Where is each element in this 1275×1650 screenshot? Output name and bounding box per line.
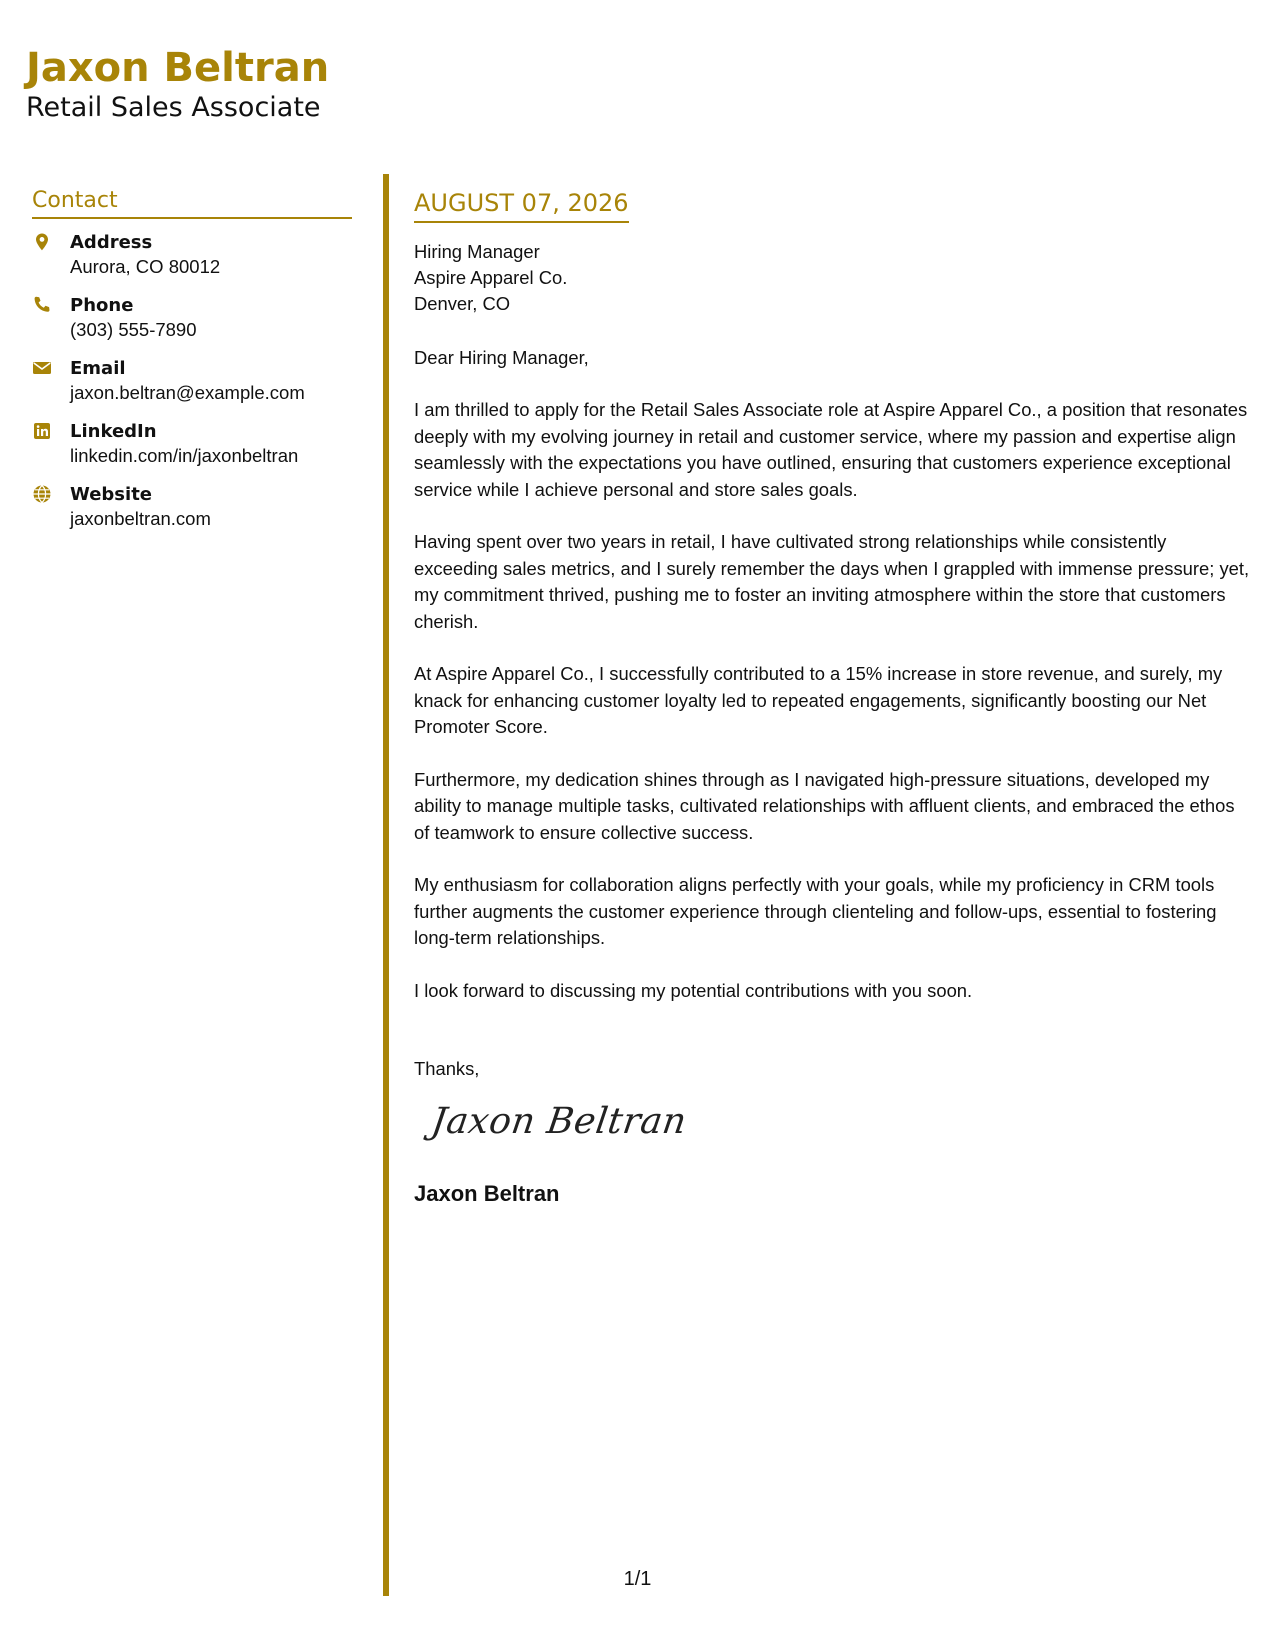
paragraph: At Aspire Apparel Co., I successfully contributed to a 15% increase in store revenue, and surely, my knack for enhancing customer loyalty led to repeated engagements, significantly boosting our Net Promoter Score.: [414, 663, 1223, 737]
contact-value: linkedin.com/in/jaxonbeltran: [70, 445, 299, 466]
paragraph: I am thrilled to apply for the Retail Sales Associate role at Aspire Apparel Co., a position that resonates deeply with my evolving journey in retail and customer service, where my passion and expertise align seamlessly with the expectations you have outlined, ensuring that customers experience exceptional service while I achieve personal and store sales goals.: [414, 399, 1248, 500]
contact-value: jaxonbeltran.com: [70, 508, 211, 529]
paragraph: Having spent over two years in retail, I have cultivated strong relationships while consistently exceeding sales metrics, and I surely remember the days when I grappled with immense pressure; yet, my commitment thrived, pushing me to foster an inviting atmosphere within the store that customers cherish.: [414, 531, 1250, 632]
recipient-block: [414, 239, 1254, 317]
contact-label: Address: [70, 232, 153, 253]
map-pin-icon: [32, 232, 52, 252]
contact-value: jaxon.beltran@example.com: [70, 382, 305, 403]
contact-label: Website: [70, 484, 153, 505]
contact-item-address: [32, 231, 352, 279]
recipient-line: Denver, CO: [414, 292, 511, 314]
paragraph: Furthermore, my dedication shines through as I navigated high-pressure situations, developed my ability to manage multiple tasks, cultivated relationships with affluent clients, and embraced the ethos of teamwork to ensure collective success.: [414, 768, 1235, 843]
letter-body: [414, 190, 1254, 1207]
contact-heading: Contact: [32, 188, 352, 219]
recipient-line: Aspire Apparel Co.: [414, 266, 568, 288]
applicant-name: Jaxon Beltran: [26, 45, 330, 91]
salutation: Dear Hiring Manager,: [414, 346, 589, 368]
contact-label: Phone: [70, 295, 134, 316]
envelope-icon: [32, 358, 52, 378]
phone-icon: [32, 295, 52, 315]
contact-value: (303) 555-7890: [70, 319, 197, 340]
contact-item-website: [32, 483, 352, 531]
globe-icon: [32, 484, 52, 504]
closing: Thanks,: [414, 1058, 480, 1079]
contact-item-phone: [32, 294, 352, 342]
contact-label: Email: [70, 358, 126, 379]
contact-value: Aurora, CO 80012: [70, 256, 221, 277]
contact-sidebar: [32, 188, 352, 546]
signature: Jaxon Beltran: [428, 1100, 690, 1142]
contact-item-email: [32, 357, 352, 405]
paragraph: My enthusiasm for collaboration aligns perfectly with your goals, while my proficiency in CRM tools further augments the customer experience through clienteling and follow-ups, essential to fostering long-term relationships.: [414, 874, 1217, 948]
signer-name: Jaxon Beltran: [414, 1180, 560, 1206]
letter-date: AUGUST 07, 2026: [414, 190, 629, 223]
vertical-divider: [383, 174, 389, 1596]
applicant-role: Retail Sales Associate: [26, 92, 321, 123]
paragraph: I look forward to discussing my potential contributions with you soon.: [414, 979, 973, 1001]
linkedin-icon: [32, 421, 52, 441]
header: [26, 46, 329, 123]
contact-item-linkedin: [32, 420, 352, 468]
contact-label: LinkedIn: [70, 421, 157, 442]
recipient-line: Hiring Manager: [414, 240, 540, 262]
page-number: 1/1: [623, 1568, 652, 1590]
